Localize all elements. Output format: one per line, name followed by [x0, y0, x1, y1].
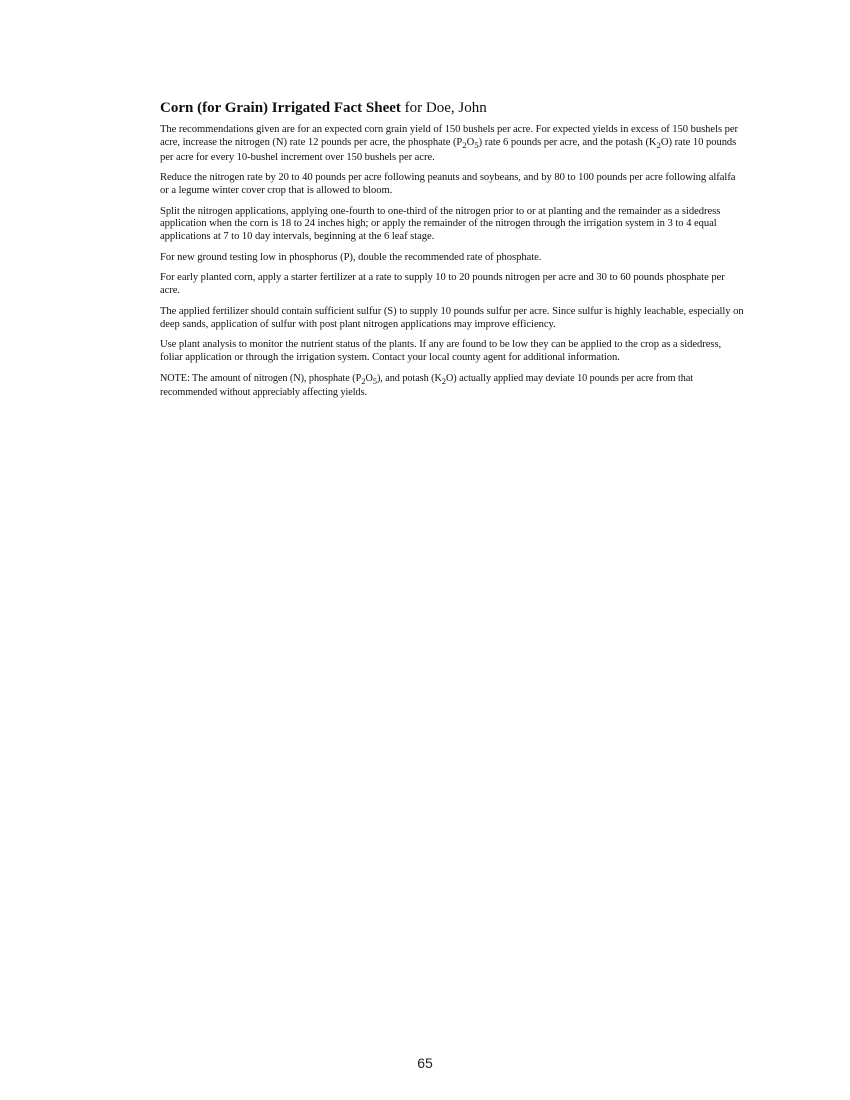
page-number: 65 [417, 1055, 433, 1071]
text-segment: O) actually applied may deviate 10 pounds per acre from that recommended without appreciably affecting yields. [160, 372, 694, 399]
subscript: 2 [441, 375, 446, 386]
subscript: 2 [361, 375, 366, 386]
text-segment: O) rate 10 pounds per acre for every 10-bushel increment over 150 bushels per acre. [160, 136, 737, 163]
paragraph-sulfur: The applied fertilizer should contain sufficient sulfur (S) to supply 10 pounds sulfur per acre. Since sulfur is highly leachable, especially on deep sands, application of sulfur with post plant nitrogen applications may improve efficiency. [160, 305, 744, 330]
subscript: 5 [474, 139, 479, 150]
text-segment: O [365, 372, 373, 384]
text-segment: The recommendations given are for an expected corn grain yield of 150 bushels per acre. For expected yields in excess of 150 bushels per acre, increase the nitrogen (N) rate 12 pounds per acre, the phosphate (P [160, 124, 739, 148]
subscript: 2 [656, 139, 661, 150]
paragraph-new-ground: For new ground testing low in phosphorus (P), double the recommended rate of phosphate. [160, 251, 542, 263]
page-title [160, 98, 745, 118]
subscript: 5 [372, 375, 377, 386]
paragraph-plant-analysis: Use plant analysis to monitor the nutrient status of the plants. If any are found to be low they can be applied to the crop as a sidedress, foliar application or through the irrigation system. Contact your local county agent for additional information. [160, 339, 722, 363]
text-segment: O [466, 136, 475, 148]
text-segment: ) rate 6 pounds per acre, and the potash (K [478, 136, 657, 148]
paragraph-yield-adjustment [160, 124, 745, 164]
paragraph-split-application: Split the nitrogen applications, applying one-fourth to one-third of the nitrogen prior to or at planting and the remainder as a sidedress application when the corn is 18 to 24 inches high; or apply the remainder of the nitrogen through the irrigation system in 3 to 4 equal applications at 7 to 10 day intervals, beginning at the 6 leaf stage. [160, 205, 721, 243]
note-paragraph [160, 373, 745, 400]
paragraph-starter-fertilizer: For early planted corn, apply a starter fertilizer at a rate to supply 10 to 20 pounds nitrogen per acre and 30 to 60 pounds phosphate per acre. [160, 272, 725, 297]
subscript: 2 [462, 139, 467, 150]
title-bold: Corn (for Grain) Irrigated Fact Sheet [160, 100, 401, 116]
title-client-name: for Doe, John [400, 100, 487, 116]
paragraph-nitrogen-reduction: Reduce the nitrogen rate by 20 to 40 pounds per acre following peanuts and soybeans, and by 80 to 100 pounds per acre following alfalfa or a legume winter cover crop that is allowed to bloom. [160, 172, 736, 196]
text-segment: NOTE: The amount of nitrogen (N), phosphate (P [160, 372, 362, 384]
text-segment: ), and potash (K [376, 372, 442, 384]
fact-sheet-content [160, 98, 745, 408]
